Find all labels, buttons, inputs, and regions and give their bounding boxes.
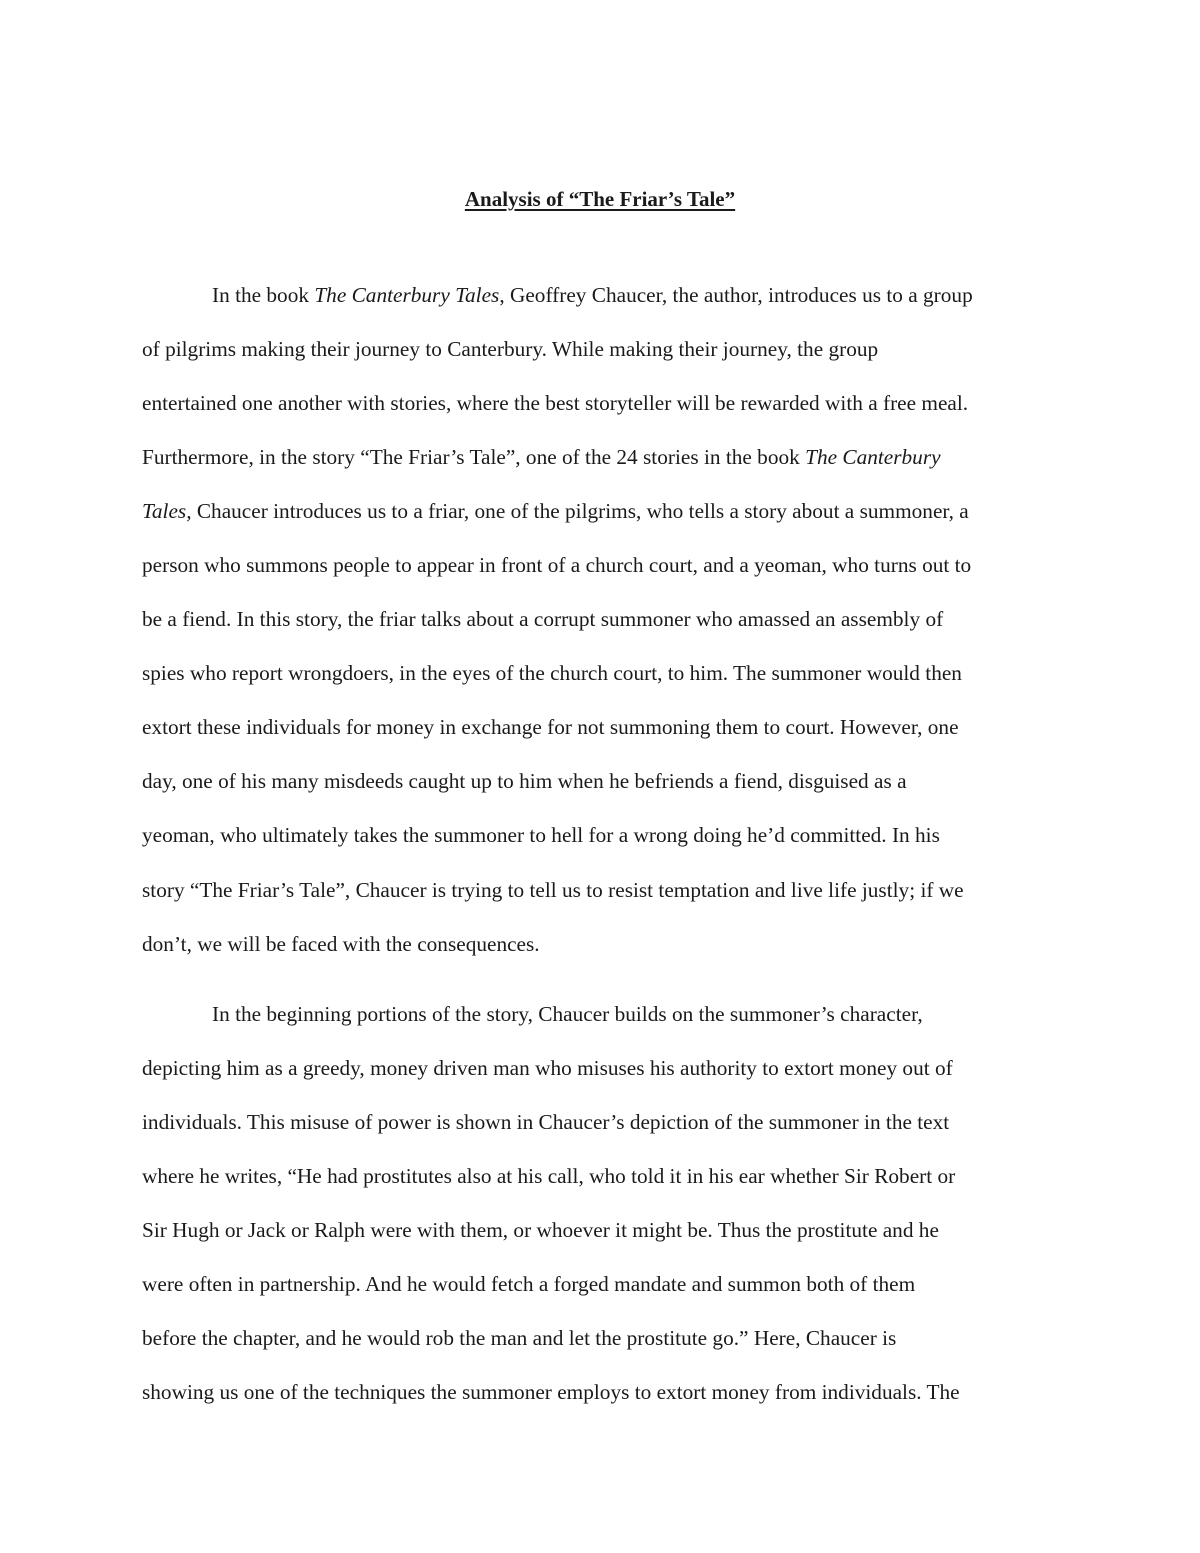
text-run: spies who report wrongdoers, in the eyes of the church court, to him. The summoner would then (142, 661, 962, 686)
text-run: before the chapter, and he would rob the man and let the prostitute go.” Here, Chaucer is (142, 1325, 897, 1350)
text-line (142, 987, 1062, 1041)
text-line (142, 538, 1062, 592)
document-title: Analysis of “The Friar’s Tale” (464, 187, 736, 211)
paragraph-spacer (142, 971, 1062, 987)
text-run: day, one of his many misdeeds caught up to him when he befriends a fiend, disguised as a (142, 769, 907, 794)
text-run: extort these individuals for money in exchange for not summoning them to court. However, one (142, 715, 959, 740)
text-run: were often in partnership. And he would fetch a forged mandate and summon both of them (142, 1271, 916, 1296)
italic-title-run: The Canterbury (805, 445, 941, 470)
text-run: person who summons people to appear in front of a church court, and a yeoman, who turns out to (142, 553, 972, 578)
text-line (142, 863, 1062, 917)
text-run: yeoman, who ultimately takes the summoner to hell for a wrong doing he’d committed. In his (142, 823, 940, 848)
text-line (142, 917, 1062, 971)
text-line (142, 646, 1062, 700)
text-line (142, 700, 1062, 754)
text-run: depicting him as a greedy, money driven man who misuses his authority to extort money out of (142, 1055, 953, 1080)
text-line (142, 1041, 1062, 1095)
text-run: entertained one another with stories, where the best storyteller will be rewarded with a free meal. (142, 391, 969, 416)
text-run: don’t, we will be faced with the consequences. (142, 931, 540, 956)
text-line (142, 430, 1062, 484)
text-run: Sir Hugh or Jack or Ralph were with them, or whoever it might be. Thus the prostitute and he (142, 1217, 939, 1242)
text-run: In the beginning portions of the story, Chaucer builds on the summoner’s character, (212, 1001, 923, 1026)
text-line (142, 268, 1062, 322)
paragraph-2 (142, 987, 1062, 1419)
text-line (142, 808, 1062, 862)
text-line (142, 1095, 1062, 1149)
text-line (142, 592, 1062, 646)
text-run: of pilgrims making their journey to Canterbury. While making their journey, the group (142, 337, 879, 362)
text-run: be a fiend. In this story, the friar talks about a corrupt summoner who amassed an assembly of (142, 607, 944, 632)
text-run: story “The Friar’s Tale”, Chaucer is trying to tell us to resist temptation and live life justly; if we (142, 877, 964, 902)
text-line (142, 1311, 1062, 1365)
text-run: individuals. This misuse of power is shown in Chaucer’s depiction of the summoner in the text (142, 1109, 950, 1134)
text-run: , Geoffrey Chaucer, the author, introduces us to a group (499, 283, 973, 307)
text-line (142, 1365, 1062, 1419)
text-line (142, 1149, 1062, 1203)
text-line (142, 1203, 1062, 1257)
text-line (142, 484, 1062, 538)
text-line (142, 754, 1062, 808)
text-run: where he writes, “He had prostitutes also at his call, who told it in his ear whether Sir Robert or (142, 1163, 956, 1188)
text-run: Furthermore, in the story “The Friar’s Tale”, one of the 24 stories in the book (142, 445, 806, 470)
document-body (142, 268, 1062, 1419)
text-run: showing us one of the techniques the summoner employs to extort money from individuals. The (142, 1379, 960, 1404)
text-line (142, 376, 1062, 430)
text-line (142, 322, 1062, 376)
text-run: Chaucer introduces us to a friar, one of the pilgrims, who tells a story about a summoner, a (191, 499, 969, 524)
italic-title-run: The Canterbury Tales (314, 283, 500, 307)
text-run: In the book (212, 283, 315, 307)
paragraph-1 (142, 268, 1062, 971)
italic-title-run: Tales, (142, 499, 192, 524)
text-line (142, 1257, 1062, 1311)
